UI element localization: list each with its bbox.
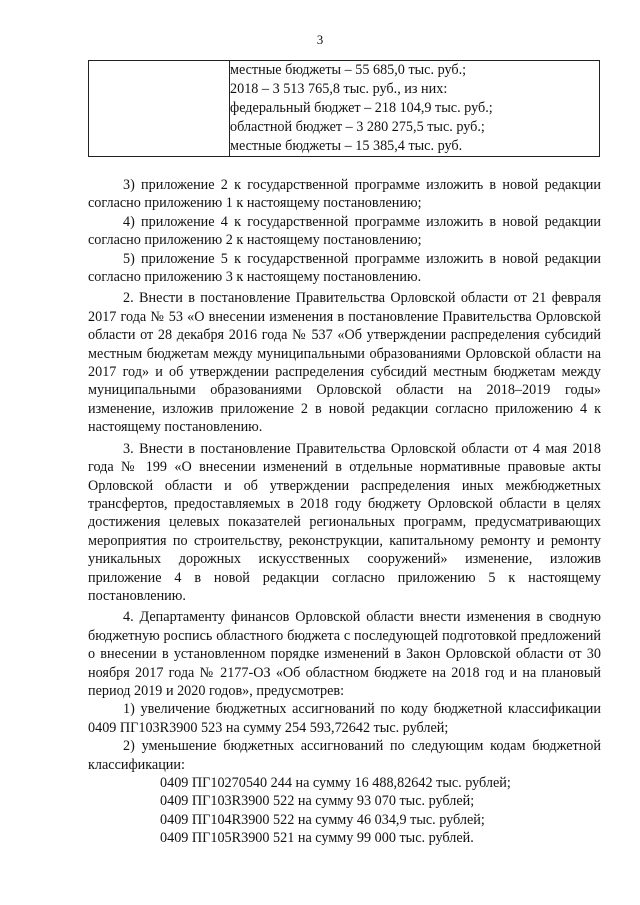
code-line: 0409 ПГ10270540 244 на сумму 16 488,82642 тыс. рублей; bbox=[160, 775, 511, 791]
paragraph-section-3: 3. Внести в постановление Правительства Орловской области от 4 мая 2018 года № 199 «О внесении изменений в отдельные нормативные правовые акты Орловской области и об утверждении распределения иных межбюджетных трансфертов, предоставляемых в 2018 году бюджету Орловской области в целях достижения целевых показателей региональных программ, предусматривающих мероприятия по строительству, реконструкции, капитальному ремонту и ремонту уникальных дорожных искусственных сооружений» изменение, изложив приложение 4 в новой редакции согласно приложению 5 к настоящему постановлению. bbox=[88, 440, 601, 604]
table-right-cell bbox=[230, 61, 600, 157]
code-line: 0409 ПГ103R3900 522 на сумму 93 070 тыс. рублей; bbox=[160, 793, 475, 810]
paragraph-item-4: 4) приложение 4 к государственной программе изложить в новой редакции согласно приложению 2 к настоящему постановлению; bbox=[88, 213, 601, 249]
table-left-cell bbox=[89, 61, 230, 157]
table-line: местные бюджеты – 15 385,4 тыс. руб. bbox=[230, 138, 463, 154]
table-line: 2018 – 3 513 765,8 тыс. руб., из них: bbox=[230, 81, 448, 97]
paragraph-decrease: 2) уменьшение бюджетных ассигнований по следующим кодам бюджетной классификации: bbox=[88, 738, 601, 773]
table-line: областной бюджет – 3 280 275,5 тыс. руб.; bbox=[230, 119, 485, 135]
table-row bbox=[89, 61, 600, 157]
paragraph-item-3: 3) приложение 2 к государственной программе изложить в новой редакции согласно приложению 1 к настоящему постановлению; bbox=[88, 177, 601, 212]
page-number: 3 bbox=[316, 32, 324, 47]
table-line: федеральный бюджет – 218 104,9 тыс. руб.; bbox=[230, 100, 493, 116]
paragraph-item-5: 5) приложение 5 к государственной программе изложить в новой редакции согласно приложению 3 к настоящему постановлению. bbox=[88, 250, 601, 286]
paragraph-section-4: 4. Департаменту финансов Орловской области внести изменения в сводную бюджетную роспись областного бюджета с последующей подготовкой предложений о внесении в установленном порядке изменений в Закон Орловской области от 30 ноября 2017 года № 2177-ОЗ «Об областном бюджете на 2018 год и на плановый период 2019 и 2020 годов», предусмотрев: bbox=[88, 609, 601, 699]
paragraph-section-2: 2. Внести в постановление Правительства Орловской области от 21 февраля 2017 года № 53 «О внесении изменения в постановление Правительства Орловской области от 28 декабря 2016 года № 537 «Об утверждении распределения субсидий местным бюджетам между муниципальными образованиями Орловской области на 2017 год» и об утверждении распределения субсидий местным бюджетам между муниципальными образованиями Орловской области на 2018–2019 годы» изменение, изложив приложение 2 в новой редакции согласно приложению 4 к настоящему постановлению. bbox=[88, 290, 601, 436]
body-text bbox=[88, 176, 601, 848]
code-line: 0409 ПГ104R3900 522 на сумму 46 034,9 тыс. рублей; bbox=[160, 811, 485, 828]
paragraph-increase: 1) увеличение бюджетных ассигнований по коду бюджетной классификации 0409 ПГ103R3900 523 на сумму 254 593,72642 тыс. рублей; bbox=[88, 701, 601, 736]
code-line: 0409 ПГ105R3900 521 на сумму 99 000 тыс. рублей. bbox=[160, 830, 474, 847]
budget-table bbox=[88, 60, 600, 157]
table-line: местные бюджеты – 55 685,0 тыс. руб.; bbox=[230, 62, 467, 78]
